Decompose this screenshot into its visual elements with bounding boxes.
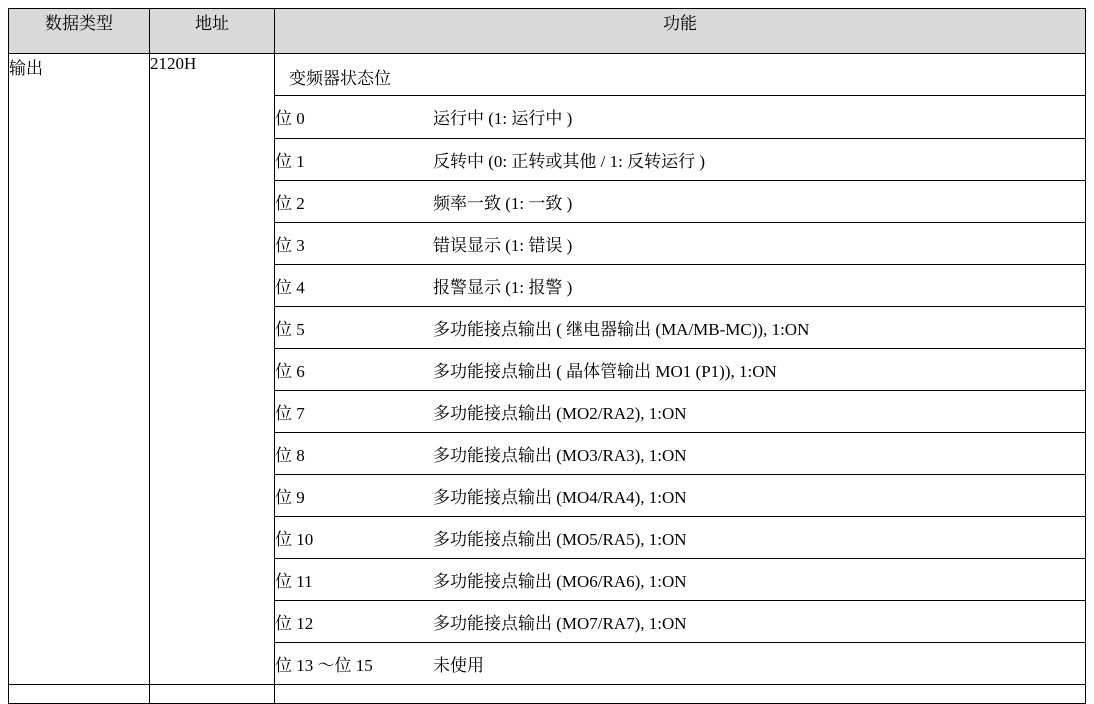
bit-description: 多功能接点输出 (MO7/RA7), 1:ON [433,600,1085,642]
bit-description: 反转中 (0: 正转或其他 / 1: 反转运行 ) [433,138,1085,180]
bit-description: 多功能接点输出 ( 继电器输出 (MA/MB-MC)), 1:ON [433,306,1085,348]
bit-row [275,474,1085,516]
bit-description: 报警显示 (1: 报警 ) [433,264,1085,306]
bit-list-body [275,96,1085,684]
bit-row [275,600,1085,642]
table-body [9,54,1086,704]
bit-label: 位 13 ～位 15 [275,655,373,675]
bit-row [275,138,1085,180]
column-header-address: 地址 [150,9,275,54]
bit-description: 多功能接点输出 (MO3/RA3), 1:ON [433,432,1085,474]
bit-row [275,180,1085,222]
bit-row [275,306,1085,348]
function-title: 变频器状态位 [275,54,1085,96]
bit-row [275,390,1085,432]
bit-label: 位 10 [275,516,433,558]
column-header-data-type: 数据类型 [9,9,150,54]
bit-description: 错误显示 (1: 错误 ) [433,222,1085,264]
bit-description: 未使用 [433,655,484,675]
bit-list-table [275,96,1085,684]
cell-function [275,54,1086,685]
cell-address-partial [150,685,275,704]
table-row [9,54,1086,685]
table-header-row [9,9,1086,54]
bit-label: 位 0 [275,96,433,138]
bit-description: 多功能接点输出 (MO4/RA4), 1:ON [433,474,1085,516]
bit-description: 多功能接点输出 (MO2/RA2), 1:ON [433,390,1085,432]
bit-row [275,348,1085,390]
bit-row [275,432,1085,474]
bit-row [275,516,1085,558]
bit-label: 位 6 [275,348,433,390]
bit-row [275,96,1085,138]
bit-row [275,642,1085,684]
cell-data-type: 输出 [9,54,150,685]
column-header-function: 功能 [275,9,1086,54]
register-spec-table [8,8,1086,704]
bit-label: 位 2 [275,180,433,222]
bit-label: 位 7 [275,390,433,432]
bit-label: 位 3 [275,222,433,264]
bit-description: 多功能接点输出 (MO5/RA5), 1:ON [433,516,1085,558]
bit-row [275,558,1085,600]
bit-row [275,222,1085,264]
bit-label: 位 5 [275,306,433,348]
bit-description: 频率一致 (1: 一致 ) [433,180,1085,222]
bit-label: 位 4 [275,264,433,306]
bit-label: 位 9 [275,474,433,516]
table-head [9,9,1086,54]
cell-address: 2120H [150,54,275,685]
bit-description: 多功能接点输出 (MO6/RA6), 1:ON [433,558,1085,600]
bit-label: 位 8 [275,432,433,474]
cell-data-type-partial [9,685,150,704]
table-row-partial [9,685,1086,704]
bit-label: 位 1 [275,138,433,180]
bit-description: 多功能接点输出 ( 晶体管输出 MO1 (P1)), 1:ON [433,348,1085,390]
bit-label: 位 11 [275,558,433,600]
bit-description: 运行中 (1: 运行中 ) [433,96,1085,138]
bit-label: 位 12 [275,600,433,642]
bit-row [275,264,1085,306]
cell-function-partial [275,685,1086,704]
